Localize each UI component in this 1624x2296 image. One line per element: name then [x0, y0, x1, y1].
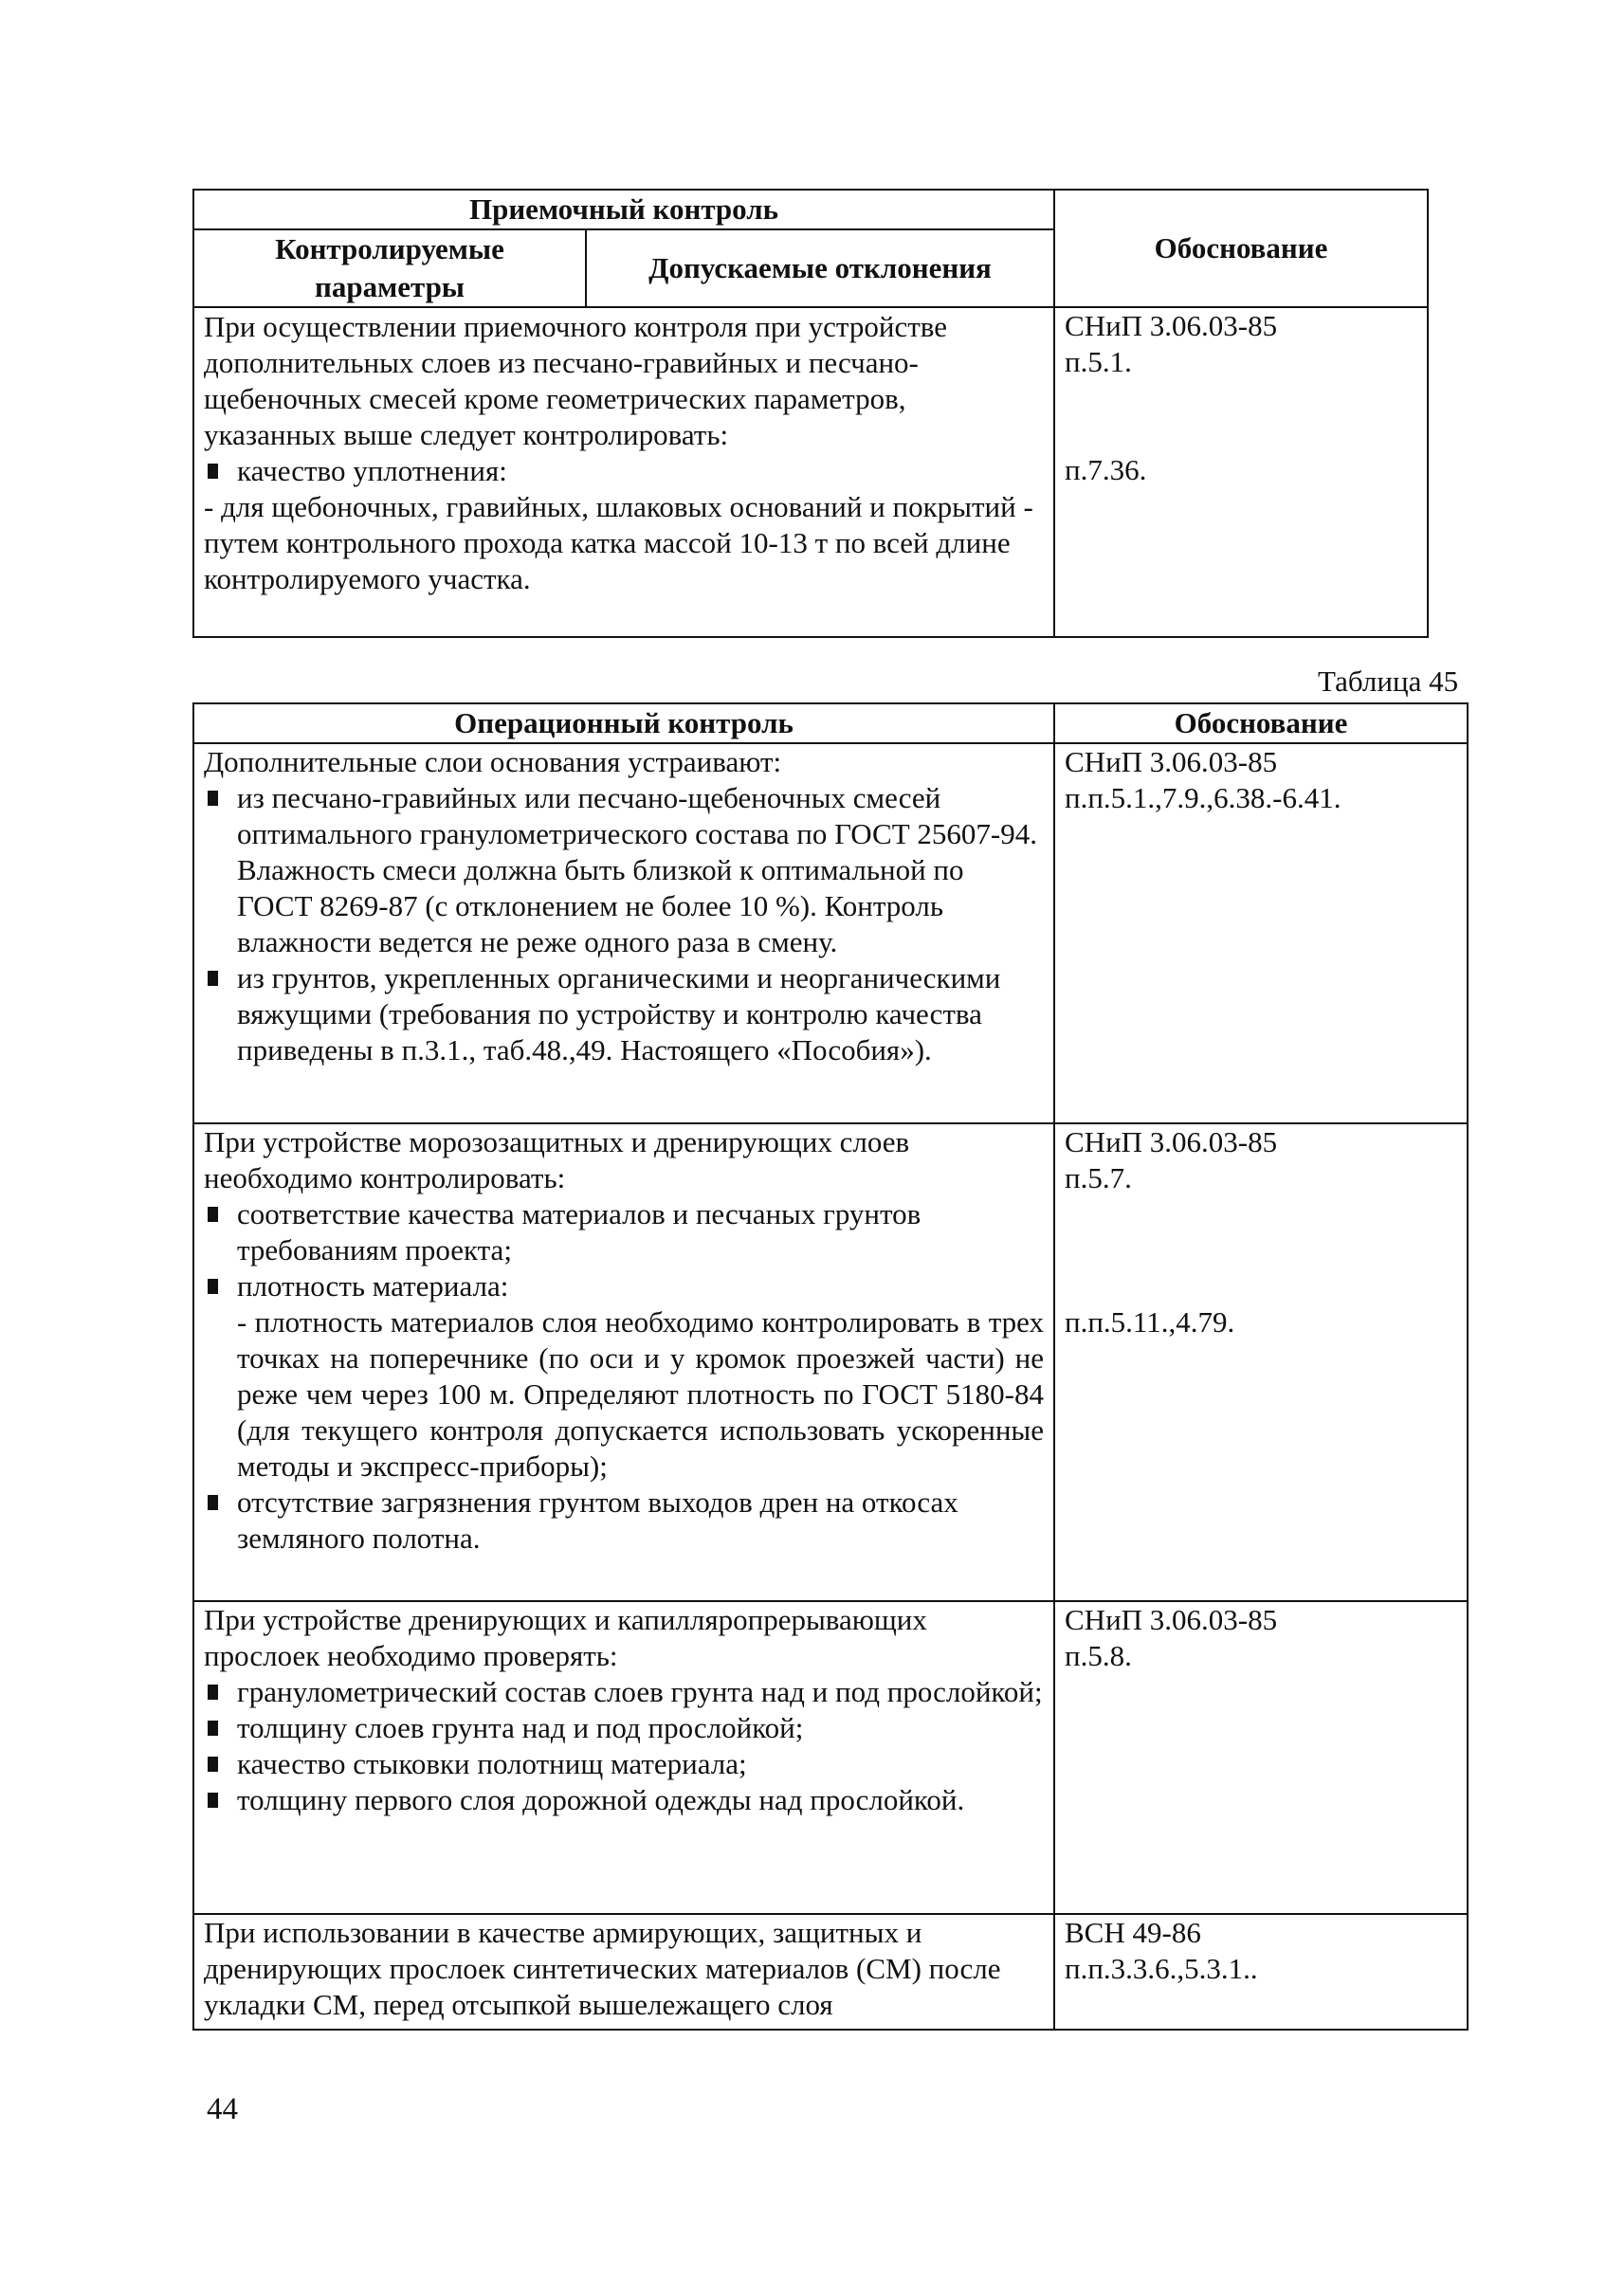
basis-ref: п.5.7. [1065, 1161, 1132, 1194]
list-item [204, 1196, 1044, 1268]
basis-ref: п.7.36. [1065, 453, 1147, 486]
basis-ref: п.5.8. [1065, 1639, 1132, 1672]
acceptance-intro: При осуществлении приемочного контроля при устройстве дополнительных слоев из песчано-гравийных и песчано-щебеночных смесей кроме геометрических параметров, указанных выше следует контролировать: [204, 310, 947, 451]
operational-control-table [192, 702, 1469, 2031]
page-number: 44 [207, 2092, 238, 2126]
basis-cell [1054, 1601, 1468, 1914]
list-item-text: отсутствие загрязнения грунтом выходов дрен на откосах земляного полотна. [237, 1485, 958, 1555]
allowed-deviations-header: Допускаемые отклонения [586, 229, 1054, 307]
square-bullet-icon [208, 464, 218, 479]
list-item [204, 1674, 1044, 1710]
list-item [204, 1782, 1044, 1818]
list-item [204, 780, 1044, 960]
basis-ref: СНиП 3.06.03-85 [1065, 309, 1278, 342]
table-caption: Таблица 45 [1318, 665, 1459, 698]
list-item [204, 1485, 1044, 1557]
list-item-text: толщину первого слоя дорожной одежды над прослойкой. [237, 1783, 965, 1816]
acceptance-control-content [193, 307, 1054, 637]
row-intro: Дополнительные слои основания устраивают: [204, 745, 782, 778]
basis-ref: п.5.1. [1065, 345, 1132, 378]
list-item [204, 1746, 1044, 1782]
list-item [204, 453, 1044, 489]
basis-ref: п.п.3.3.6.,5.3.1.. [1065, 1952, 1258, 1985]
basis-ref: СНиП 3.06.03-85 [1065, 1603, 1278, 1636]
acceptance-control-table [192, 189, 1429, 638]
basis-ref: п.п.5.11.,4.79. [1065, 1305, 1235, 1339]
basis-ref: СНиП 3.06.03-85 [1065, 1125, 1278, 1158]
acceptance-basis-cell [1054, 307, 1428, 637]
square-bullet-icon [208, 1207, 218, 1222]
basis-column-header: Обоснование [1054, 190, 1428, 307]
compaction-quality-item: качество уплотнения: [237, 454, 507, 487]
square-bullet-icon [208, 1793, 218, 1808]
square-bullet-icon [208, 1685, 218, 1700]
basis-ref: п.п.5.1.,7.9.,6.38.-6.41. [1065, 781, 1341, 814]
list-item-text: качество стыковки полотнищ материала; [237, 1747, 747, 1780]
row-intro: При устройстве дренирующих и капилляропрерывающих прослоек необходимо проверять: [204, 1603, 927, 1672]
table-row [193, 1123, 1054, 1601]
square-bullet-icon [208, 1721, 218, 1736]
square-bullet-icon [208, 1279, 218, 1294]
square-bullet-icon [208, 791, 218, 806]
row-intro: При устройстве морозозащитных и дренирующих слоев необходимо контролировать: [204, 1125, 910, 1194]
list-item-text: гранулометрический состав слоев грунта над и под прослойкой; [237, 1675, 1043, 1708]
square-bullet-icon [208, 971, 218, 986]
basis-cell [1054, 1914, 1468, 2030]
acceptance-control-header: Приемочный контроль [193, 190, 1054, 229]
basis-ref: СНиП 3.06.03-85 [1065, 745, 1278, 778]
square-bullet-icon [208, 1757, 218, 1772]
list-item-text: из песчано-гравийных или песчано-щебеночных смесей оптимального гранулометрического состава по ГОСТ 25607-94. Влажность смеси должна быть близкой к оптимальной по ГОСТ 8269-87 (с отклонением не более 10 %). Контроль влажности ведется не реже одного раза в смену. [237, 781, 1037, 958]
list-item-text: плотность материала: [237, 1269, 509, 1303]
square-bullet-icon [208, 1495, 218, 1510]
row-intro: При использовании в качестве армирующих, защитных и дренирующих прослоек синтетических материалов (СМ) после укладки СМ, перед отсыпкой вышележащего слоя [204, 1916, 1001, 2021]
controlled-parameters-header: Контролируемые параметры [193, 229, 586, 307]
basis-ref: ВСН 49-86 [1065, 1916, 1201, 1949]
table-row [193, 743, 1054, 1123]
density-method-text: - плотность материалов слоя необходимо контролировать в трех точках на поперечнике (по оси и у кромок проезжей части) не реже чем через 100 м. Определяют плотность по ГОСТ 5180-84 (для текущего контроля допускается использовать ускоренные методы и экспресс-приборы); [237, 1305, 1044, 1483]
list-item [204, 1268, 1044, 1304]
operational-control-header: Операционный контроль [193, 703, 1054, 743]
list-item-text: толщину слоев грунта над и под прослойкой; [237, 1711, 804, 1744]
list-item [204, 960, 1044, 1068]
basis-cell [1054, 1123, 1468, 1601]
compaction-method-text: - для щебоночных, гравийных, шлаковых оснований и покрытий - путем контрольного прохода катка массой 10-13 т по всей длине контролируемого участка. [204, 490, 1033, 595]
basis-cell [1054, 743, 1468, 1123]
basis-column-header: Обоснование [1054, 703, 1468, 743]
list-item [204, 1710, 1044, 1746]
table-row [193, 1601, 1054, 1914]
list-item-text: из грунтов, укрепленных органическими и неорганическими вяжущими (требования по устройству и контролю качества приведены в п.3.1., таб.48.,49. Настоящего «Пособия»). [237, 961, 1001, 1066]
list-item-text: соответствие качества материалов и песчаных грунтов требованиям проекта; [237, 1197, 921, 1266]
table-row [193, 1914, 1054, 2030]
